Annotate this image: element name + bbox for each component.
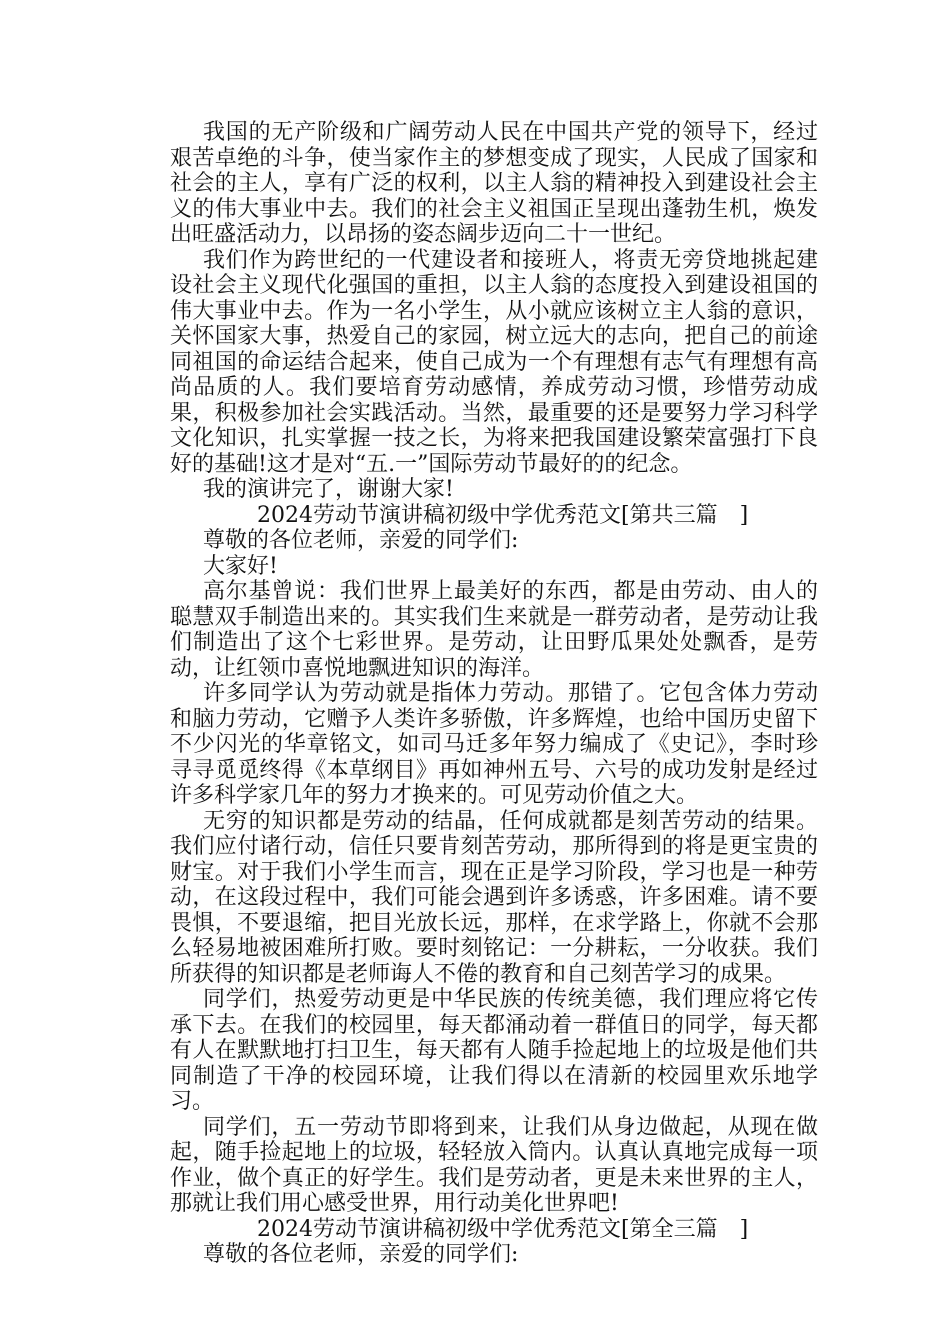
document-body	[170, 120, 818, 1268]
paragraph-labor-types: 许多同学认为劳动就是指体力劳动。那错了。它包含体力劳动和脑力劳动，它赠予人类许多骄傲，许多辉煌，也给中国历史留下不少闪光的华章铭文，如司马迁多年努力编成了《史记》，李时珍寻寻觅觅终得《本草纲目》再如神州五号、六号的成功发射是经过许多科学家几年的努力才换来的。可见劳动价值之大。	[170, 681, 818, 808]
greeting: 大家好!	[203, 553, 278, 579]
paragraph-successors: 我们作为跨世纪的一代建设者和接班人，将责无旁贷地挑起建设社会主义现代化强国的重担，以主人翁的态度投入到建设祖国的伟大事业中去。作为一名小学生，从小就应该树立主人翁的意识，关怀国家大事，热爱自己的家园，树立远大的志向，把自己的前途同祖国的命运结合起来，使自己成为一个有理想有志气有理想有高尚品质的人。我们要培育劳动感情，养成劳动习惯，珍惜劳动成果，积极参加社会实践活动。当然，最重要的还是要努力学习科学文化知识，扎实掌握一技之长，为将来把我国建设繁荣富强打下良好的基础!这才是对“五.一”国际劳动节最好的的纪念。	[170, 247, 818, 477]
paragraph-knowledge: 无穷的知识都是劳动的结晶，任何成就都是刻苦劳动的结果。我们应付诸行动，信任只要肯刻苦劳动，那所得到的将是更宝贵的财宝。对于我们小学生而言，现在正是学习阶段，学习也是一种劳动，在这段过程中，我们可能会遇到许多诱惑，许多困难。请不要畏惧，不要退缩，把目光放长远，那样，在求学路上，你就不会那么轻易地被困难所打败。要时刻铭记：一分耕耘，一分收获。我们所获得的知识都是老师诲人不倦的教育和自己刻苦学习的成果。	[170, 808, 818, 987]
paragraph-call-to-action: 同学们，五一劳动节即将到来，让我们从身边做起，从现在做起，随手捡起地上的垃圾，轻轻放入筒内。认真认真地完成每一项作业，做个真正的好学生。我们是劳动者，更是未来世界的主人，那就让我们用心感受世界，用行动美化世界吧!	[170, 1114, 818, 1216]
section-heading-2: 2024劳动节演讲稿初级中学优秀范文[第共三篇 ]	[257, 502, 749, 528]
salutation: 尊敬的各位老师，亲爱的同学们:	[203, 528, 519, 553]
paragraph-closing: 我的演讲完了，谢谢大家!	[203, 477, 454, 502]
paragraph-gorky-quote: 高尔基曾说：我们世界上最美好的东西，都是由劳动、由人的聪慧双手制造出来的。其实我们生来就是一群劳动者，是劳动让我们制造出了这个七彩世界。是劳动，让田野瓜果处处飘香，是劳动，让红领巾喜悦地飘进知识的海洋。	[170, 579, 818, 681]
paragraph-workers-history: 我国的无产阶级和广阔劳动人民在中国共产党的领导下，经过艰苦卓绝的斗争，使当家作主的梦想变成了现实，人民成了国家和社会的主人，享有广泛的权利，以主人翁的精神投入到建设社会主义的伟大事业中去。我们的社会主义祖国正呈现出蓬勃生机，焕发出旺盛活动力，以昂扬的姿态阔步迈向二十一世纪。	[170, 120, 818, 247]
paragraph-tradition: 同学们，热爱劳动更是中华民族的传统美德，我们理应将它传承下去。在我们的校园里，每天都涌动着一群值日的同学，每天都有人在默默地打扫卫生，每天都有人随手捡起地上的垃圾是他们共同制造了干净的校园环境，让我们得以在清新的校园里欢乐地学习。	[170, 987, 818, 1114]
section-heading-3: 2024劳动节演讲稿初级中学优秀范文[第全三篇 ]	[257, 1216, 749, 1242]
salutation-2: 尊敬的各位老师，亲爱的同学们:	[203, 1242, 519, 1267]
